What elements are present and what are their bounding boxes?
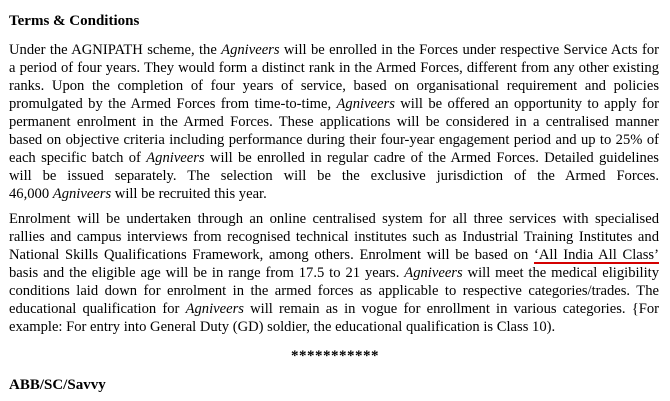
text-line xyxy=(9,210,659,228)
text-segment: will be enrolled in regular cadre of the Armed Forces. Detailed guidelines xyxy=(204,150,659,166)
italic-term: Agniveers xyxy=(221,42,280,58)
text-line xyxy=(9,149,659,167)
text-segment: will be enrolled in the Forces under respective Service Acts for xyxy=(279,42,659,58)
text-line xyxy=(9,300,659,318)
text-segment: promulgated by the Armed Forces from time-to-time, xyxy=(9,96,337,112)
text-segment: basis and the eligible age will be in range from 17.5 to 21 years. xyxy=(9,265,405,281)
text-line xyxy=(9,59,659,77)
italic-term: Agniveers xyxy=(146,150,205,166)
text-segment: will be offered an opportunity to apply for xyxy=(394,96,660,112)
text-line xyxy=(9,167,659,185)
text-segment: a period of four years. They would form a distinct rank in the Armed Forces, different from any other existing xyxy=(9,60,659,76)
text-line xyxy=(9,264,659,282)
text-line xyxy=(9,77,659,95)
text-segment: will meet the medical eligibility xyxy=(462,265,660,281)
text-line xyxy=(9,185,659,203)
text-segment: Enrolment will be undertaken through an online centralised system for all three services with specialised xyxy=(9,211,659,227)
text-line xyxy=(9,318,659,336)
text-segment: example: For entry into General Duty (GD) soldier, the educational qualification is Class 10). xyxy=(9,319,556,335)
text-segment: based on objective criteria including performance during their four-year engagement period and up to 25% of xyxy=(9,132,659,148)
text-segment: National Skills Qualifications Framework, among others. Enrolment will be based on xyxy=(9,247,534,263)
text-segment: 46,000 xyxy=(9,186,53,202)
text-segment: educational qualification for xyxy=(9,301,186,317)
page-title: Terms & Conditions xyxy=(9,13,140,29)
text-line xyxy=(9,228,659,246)
highlighted-phrase: ‘All India All Class’ xyxy=(533,247,659,263)
text-line xyxy=(9,95,659,113)
separator: *********** xyxy=(291,348,379,364)
text-segment: conditions laid down for enrolment in the armed forces as applicable to respective categories/trades. The xyxy=(9,283,659,299)
text-segment: each specific batch of xyxy=(9,150,147,166)
text-segment: permanent enrolment in the Armed Forces. These applications will be considered in a centralised manner xyxy=(9,114,659,130)
text-segment: rallies and campus interviews from recognised technical institutes such as Industrial Training Institutes and xyxy=(9,229,659,245)
text-line xyxy=(9,282,659,300)
text-segment: will remain as in vogue for enrollment in various categories. {For xyxy=(243,301,660,317)
text-line xyxy=(9,41,659,59)
text-line xyxy=(9,131,659,149)
text-segment: Under the AGNIPATH scheme, the xyxy=(9,42,222,58)
italic-term: Agniveers xyxy=(336,96,395,112)
text-line xyxy=(9,246,659,264)
italic-term: Agniveers xyxy=(185,301,244,317)
paragraph-enrolment xyxy=(9,210,659,336)
italic-term: Agniveers xyxy=(52,186,112,202)
italic-term: Agniveers xyxy=(404,265,463,281)
text-line xyxy=(9,113,659,131)
text-segment: ranks. Upon the completion of four years of service, based on organisational requirement and policies xyxy=(9,78,659,94)
text-segment: will be issued separately. The selection will be the exclusive jurisdiction of the Armed Forces. xyxy=(9,168,659,184)
footer-credit: ABB/SC/Savvy xyxy=(9,377,106,393)
text-segment: will be recruited this year. xyxy=(111,186,267,202)
paragraph-agnipath-scheme xyxy=(9,41,659,203)
